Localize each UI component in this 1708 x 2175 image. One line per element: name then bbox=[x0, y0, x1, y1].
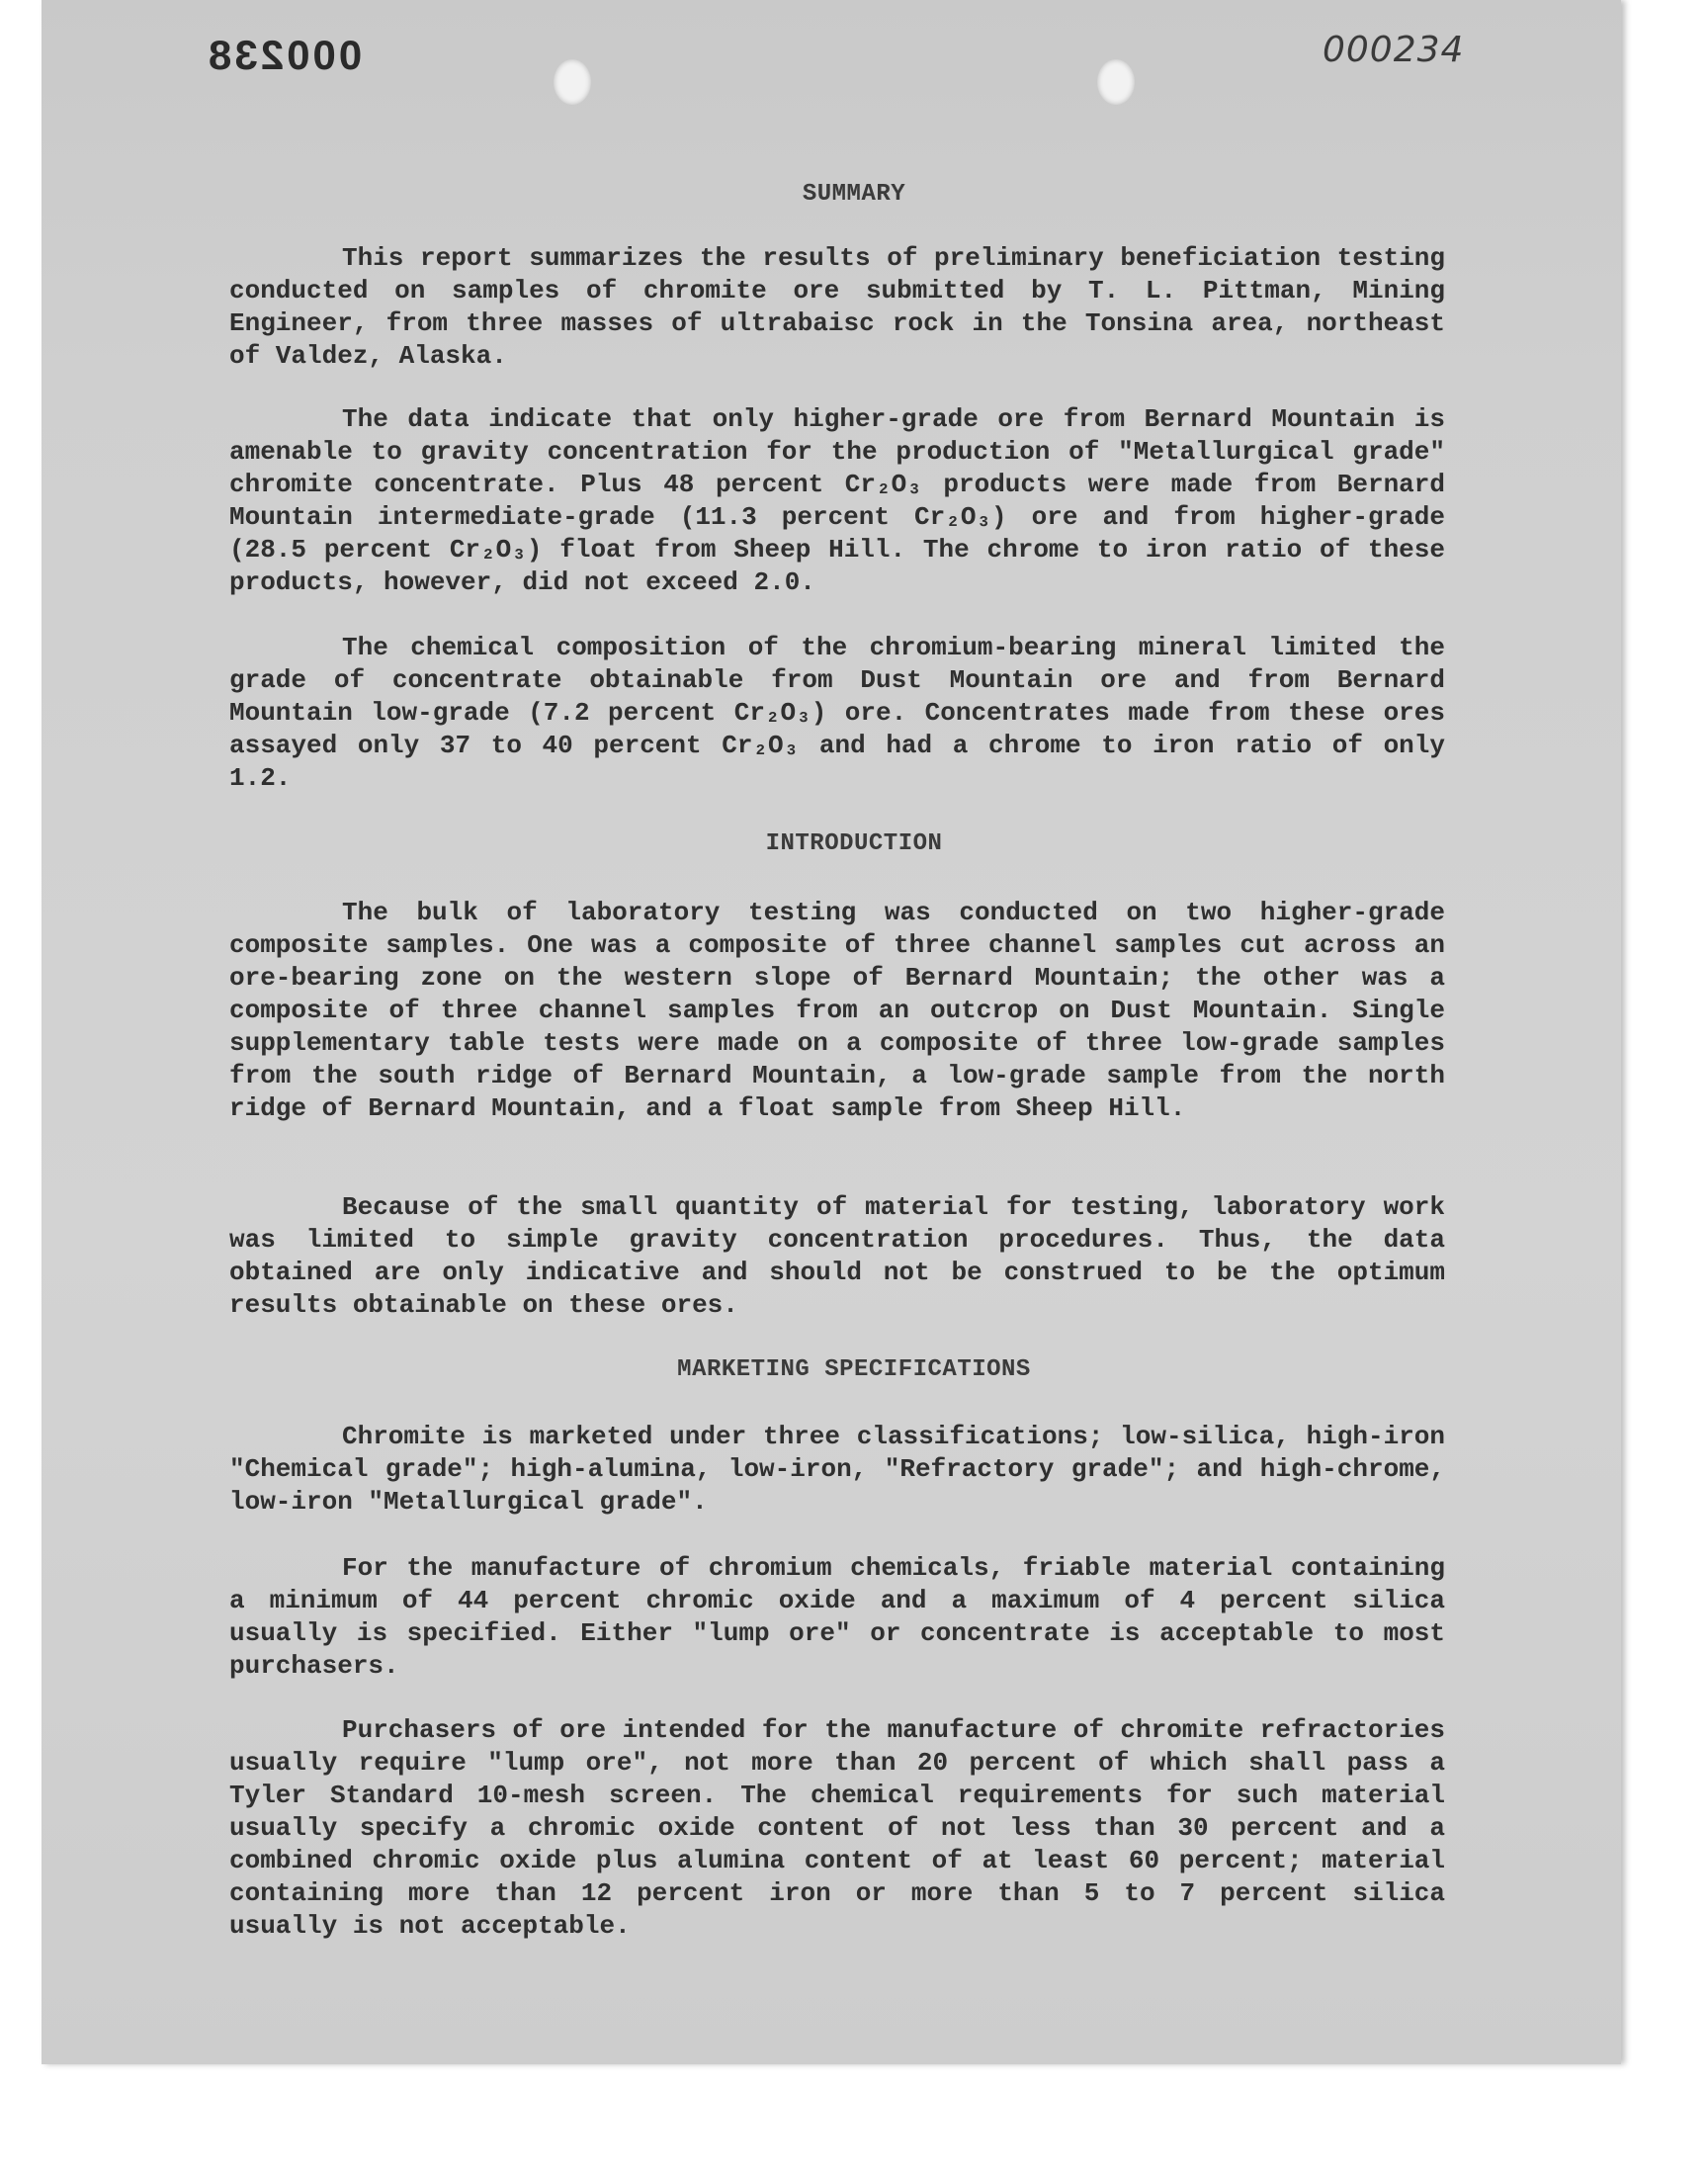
summary-heading: SUMMARY bbox=[802, 181, 906, 208]
summary-paragraph-2: The data indicate that only higher-grade ore from Bernard Mountain is amenable to gravity concentration for the production of "Metallurgical grade" chromite concentrate. Plus 48 percent Cr₂O₃ products were made from Bernard Mountain intermediate-grade (11.3 percent Cr₂O₃) ore and from higher-grade (28.5 percent Cr₂O₃) float from Sheep Hill. The chrome to iron ratio of these products, however, did not exceed 2.0. bbox=[229, 404, 1445, 597]
page-number-stamp-mirrored: 000238 bbox=[206, 32, 363, 78]
punch-hole-right bbox=[1097, 59, 1135, 105]
marketing-paragraph-2: For the manufacture of chromium chemicals, friable material containing a minimum of 44 percent chromic oxide and a maximum of 4 percent silica usually is specified. Either "lump ore" or concentrate is acceptable to most purchasers. bbox=[229, 1553, 1445, 1681]
summary-paragraph-3: The chemical composition of the chromium-bearing mineral limited the grade of concentrate obtainable from Dust Mountain ore and from Bernard Mountain low-grade (7.2 percent Cr₂O₃) ore. Concentrates made from these ores assayed only 37 to 40 percent Cr₂O₃ and had a chrome to iron ratio of only 1.2. bbox=[229, 633, 1445, 793]
punch-hole-left bbox=[554, 59, 591, 105]
summary-paragraph-1: This report summarizes the results of preliminary beneficiation testing conducted on samples of chromite ore submitted by T. L. Pittman, Mining Engineer, from three masses of ultrabaisc rock in the Tonsina area, northeast of Valdez, Alaska. bbox=[229, 243, 1445, 371]
marketing-paragraph-1: Chromite is marketed under three classifications; low-silica, high-iron "Chemical grade"; high-alumina, low-iron, "Refractory grade"; and high-chrome, low-iron "Metallurgical grade". bbox=[229, 1422, 1445, 1517]
introduction-paragraph-2: Because of the small quantity of material for testing, laboratory work was limited to simple gravity concentration procedures. Thus, the data obtained are only indicative and should not be construed to be the optimum results obtainable on these ores. bbox=[229, 1192, 1445, 1320]
introduction-paragraph-1: The bulk of laboratory testing was conducted on two higher-grade composite samples. One was a composite of three channel samples cut across an ore-bearing zone on the western slope of Bernard Mountain; the other was a composite of three channel samples from an outcrop on Dust Mountain. Single supplementary table tests were made on a composite of three low-grade samples from the south ridge of Bernard Mountain, a low-grade sample from the north ridge of Bernard Mountain, and a float sample from Sheep Hill. bbox=[229, 898, 1445, 1123]
page-number-handwritten: 000234 bbox=[1323, 30, 1465, 70]
introduction-heading: INTRODUCTION bbox=[765, 830, 943, 857]
marketing-paragraph-3: Purchasers of ore intended for the manufacture of chromite refractories usually require "lump ore", not more than 20 percent of which shall pass a Tyler Standard 10-mesh screen. The chemical requirements for such material usually specify a chromic oxide content of not less than 30 percent and a combined chromic oxide plus alumina content of at least 60 percent; material containing more than 12 percent iron or more than 5 to 7 percent silica usually is not acceptable. bbox=[229, 1715, 1445, 1941]
marketing-heading: MARKETING SPECIFICATIONS bbox=[677, 1356, 1031, 1383]
